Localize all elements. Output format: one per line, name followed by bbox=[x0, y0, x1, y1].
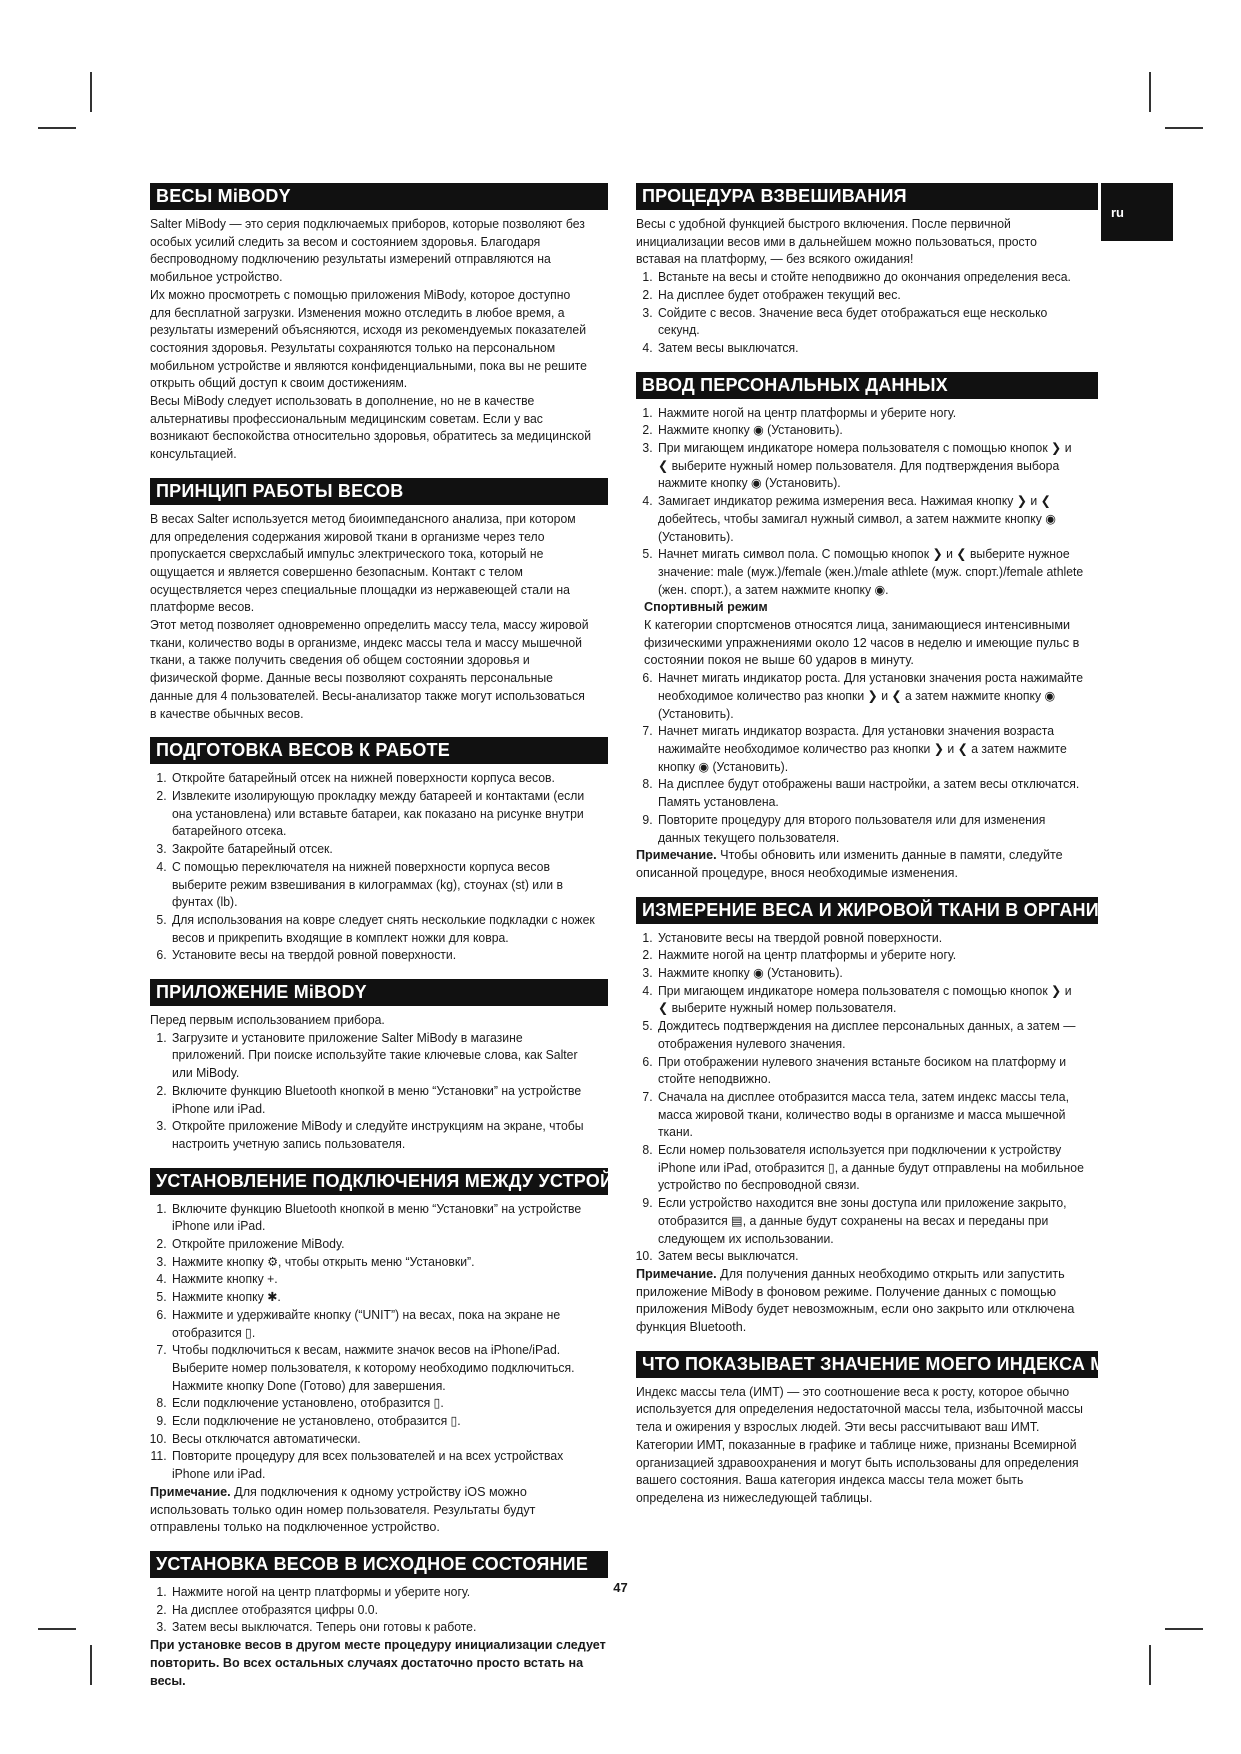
step-item: 2. На дисплее будет отображен текущий вес. bbox=[656, 287, 1085, 305]
step-item: 5. Нажмите кнопку ✱. bbox=[170, 1289, 595, 1307]
step-item: 5. Для использования на ковре следует снять несколькие подкладки с ножек весов и прикрепить входящие в комплект ножки для ковра. bbox=[170, 912, 595, 947]
section-heading: ИЗМЕРЕНИЕ ВЕСА И ЖИРОВОЙ ТКАНИ В ОРГАНИЗМЕ bbox=[636, 897, 1098, 924]
section-body-fat-measurement bbox=[636, 897, 1138, 1337]
section-heading: ЧТО ПОКАЗЫВАЕТ ЗНАЧЕНИЕ МОЕГО ИНДЕКСА МАССЫ ТЕЛА? bbox=[636, 1351, 1098, 1378]
note-label: Примечание. bbox=[150, 1484, 231, 1499]
step-item: 1. Включите функцию Bluetooth кнопкой в меню “Установки” на устройстве iPhone или iPad. bbox=[170, 1201, 595, 1236]
step-item: 9. Если подключение не установлено, отобразится ▯. bbox=[170, 1413, 595, 1431]
note-label: Примечание. bbox=[636, 848, 717, 863]
section-heading: ПРИНЦИП РАБОТЫ ВЕСОВ bbox=[150, 478, 608, 505]
step-item: 2. Извлеките изолирующую прокладку между батареей и контактами (если она установлена) или вставьте батареи, как показано на рисунке внутри батарейного отсека. bbox=[170, 788, 595, 841]
section-heading: УСТАНОВЛЕНИЕ ПОДКЛЮЧЕНИЯ МЕЖДУ УСТРОЙСТВАМИ bbox=[150, 1168, 608, 1195]
step-item: 3. Нажмите кнопку ⚙, чтобы открыть меню “Установки”. bbox=[170, 1254, 595, 1272]
step-item: 3. Затем весы выключатся. Теперь они готовы к работе. bbox=[170, 1619, 595, 1637]
paragraph: Весы с удобной функцией быстрого включения. После первичной инициализации весов ими в дальнейшем можно пользоваться, просто вставая на платформу, — без всякого ожидания! bbox=[636, 217, 1037, 267]
section-weighing-procedure bbox=[636, 183, 1098, 358]
crop-mark bbox=[1149, 1645, 1151, 1685]
step-item: 1. Загрузите и установите приложение Salter MiBody в магазине приложений. При поиске используйте такие ключевые слова, как Salter или MiBody. bbox=[170, 1030, 595, 1083]
crop-mark bbox=[1149, 72, 1151, 112]
step-item: 10. Затем весы выключатся. bbox=[656, 1248, 1085, 1266]
step-item: 3. Нажмите кнопку ◉ (Установить). bbox=[656, 965, 1085, 983]
note-text: Чтобы обновить или изменить данные в памяти, следуйте описанной процедуре, внося необходимые изменения. bbox=[636, 848, 1063, 880]
step-item: 6. Установите весы на твердой ровной поверхности. bbox=[170, 947, 595, 965]
section-reset bbox=[150, 1551, 608, 1690]
page-number: 47 bbox=[613, 1580, 628, 1595]
section-personal-data bbox=[636, 372, 1098, 883]
step-list bbox=[150, 1201, 608, 1484]
step-item: 2. Нажмите кнопку ◉ (Установить). bbox=[656, 422, 1085, 440]
step-item: 2. Откройте приложение MiBody. bbox=[170, 1236, 595, 1254]
section-operating-principle bbox=[150, 478, 608, 723]
step-item: 3. Откройте приложение MiBody и следуйте инструкциям на экране, чтобы настроить учетную запись пользователя. bbox=[170, 1118, 595, 1153]
step-item: 9. Повторите процедуру для второго пользователя или для изменения данных текущего пользователя. bbox=[656, 812, 1085, 847]
step-item: 7. Начнет мигать индикатор возраста. Для установки значения возраста нажимайте необходимое количество раз кнопки ❯ и ❮ а затем нажмите кнопку ◉ (Установить). bbox=[656, 723, 1085, 776]
step-item: 4. При мигающем индикаторе номера пользователя с помощью кнопок ❯ и ❮ выберите нужный номер пользователя. bbox=[656, 983, 1085, 1018]
step-item: 7. Сначала на дисплее отобразится масса тела, затем индекс массы тела, масса жировой ткани, количество воды в организме и масса мышечной ткани. bbox=[656, 1089, 1085, 1142]
note bbox=[636, 847, 1098, 882]
step-item: 2. На дисплее отобразятся цифры 0.0. bbox=[170, 1602, 595, 1620]
step-item: 3. Закройте батарейный отсек. bbox=[170, 841, 595, 859]
note-text: Для подключения к одному устройству iOS можно использовать только один номер пользователя. Результаты будут отправлены только на подключенное устройство. bbox=[150, 1484, 536, 1535]
section-heading: УСТАНОВКА ВЕСОВ В ИСХОДНОЕ СОСТОЯНИЕ bbox=[150, 1551, 608, 1578]
paragraph: Индекс массы тела (ИМТ) — это соотношение веса к росту, которое обычно используется для определения недостаточной массы тела, избыточной массы тела и ожирения у взрослых людей. Эти весы рассчитывают ваш ИМТ. Категории ИМТ, показанные в графике и таблице ниже, признаны Всемирной организацией здравоохранения и могут быть использованы для определения вашего состояния. Ваша категория индекса массы тела может быть определена из нижеследующей таблицы. bbox=[636, 1384, 1083, 1505]
section-bmi bbox=[636, 1351, 1229, 1508]
step-item: 9. Если устройство находится вне зоны доступа или приложение закрыто, отобразится ▤, а данные будут сохранены на весах и переданы при следующем их использовании. bbox=[656, 1195, 1085, 1248]
paragraph: Весы MiBody следует использовать в дополнение, но не в качестве альтернативы профессиональным медицинским советам. Если у вас возникают беспокойства относительно здоровья, обратитесь за медицинской консультацией. bbox=[150, 394, 592, 462]
step-item: 8. Если номер пользователя используется при подключении к устройству iPhone или iPad, отобразится ▯, а данные будут отправлены на мобильное устройство по беспроводной связи. bbox=[656, 1142, 1085, 1195]
paragraph: Перед первым использованием прибора. bbox=[150, 1013, 385, 1028]
step-list bbox=[636, 269, 1098, 358]
paragraph: Этот метод позволяет одновременно определить массу тела, массу жировой ткани, количество воды в организме, индекс массы тела и массу мышечной ткани, а также получить сведения об общем состоянии здоровья и физической форме. Данные весы позволяют сохранять персональные данные для 4 пользователей. Весы-анализатор также могут использоваться в качестве обычных весов. bbox=[150, 618, 589, 721]
step-list bbox=[636, 405, 1098, 600]
crop-mark bbox=[38, 1628, 76, 1630]
step-item: 3. При мигающем индикаторе номера пользователя с помощью кнопок ❯ и ❮ выберите нужный номер пользователя. Для подтверждения выбора нажмите кнопку ◉ (Установить). bbox=[656, 440, 1085, 493]
section-connection bbox=[150, 1168, 691, 1537]
note bbox=[636, 1266, 1098, 1337]
step-list bbox=[150, 1030, 608, 1154]
section-heading: ВЕСЫ MiBODY bbox=[150, 183, 608, 210]
sub-heading: Спортивный режим bbox=[644, 600, 768, 615]
step-item: 6. При отображении нулевого значения встаньте босиком на платформу и стойте неподвижно. bbox=[656, 1054, 1085, 1089]
bold-note: При установке весов в другом месте процедуру инициализации следует повторить. Во всех остальных случаях достаточно просто встать на весы. bbox=[150, 1638, 606, 1688]
section-preparation bbox=[150, 737, 608, 965]
step-item: 8. Если подключение установлено, отобразится ▯. bbox=[170, 1395, 595, 1413]
paragraph: В весах Salter используется метод биоимпедансного анализа, при котором для определения содержания жировой ткани в организме через тело пропускается сверхслабый импульс электрического тока, который не ощущается и является совершенно безопасным. Контакт с телом осуществляется через специальные площадки из нержавеющей стали на платформе весов. bbox=[150, 511, 576, 615]
section-mibody-app bbox=[150, 979, 608, 1154]
section-mibody-scales bbox=[150, 183, 608, 464]
step-item: 3. Сойдите с весов. Значение веса будет отображаться еще несколько секунд. bbox=[656, 305, 1085, 340]
crop-mark bbox=[1165, 1628, 1203, 1630]
section-heading: ВВОД ПЕРСОНАЛЬНЫХ ДАННЫХ bbox=[636, 372, 1098, 399]
step-item: 4. Затем весы выключатся. bbox=[656, 340, 1085, 358]
step-item: 4. С помощью переключателя на нижней поверхности корпуса весов выберите режим взвешивания в килограммах (kg), стоунах (st) или в фунтах (lb). bbox=[170, 859, 595, 912]
step-item: 8. На дисплее будут отображены ваши настройки, а затем весы отключатся. Память установлена. bbox=[656, 776, 1085, 811]
step-item: 2. Нажмите ногой на центр платформы и уберите ногу. bbox=[656, 947, 1085, 965]
note bbox=[150, 1484, 608, 1537]
crop-mark bbox=[90, 72, 92, 112]
step-item: 4. Замигает индикатор режима измерения веса. Нажимая кнопку ❯ и ❮ добейтесь, чтобы замигал нужный символ, а затем нажмите кнопку ◉ (Установить). bbox=[656, 493, 1085, 546]
step-list bbox=[636, 670, 1098, 847]
language-tab bbox=[1101, 183, 1173, 241]
note-label: Примечание. bbox=[636, 1266, 717, 1281]
step-item: 11. Повторите процедуру для всех пользователей и на всех устройствах iPhone или iPad. bbox=[170, 1448, 595, 1483]
paragraph: Salter MiBody — это серия подключаемых приборов, которые позволяют без особых усилий следить за весом и состоянием здоровья. Благодаря беспроводному подключению результаты измерений отправляются на мобильное устройство. bbox=[150, 217, 585, 285]
sub-text: К категории спортсменов относятся лица, занимающиеся интенсивными физическими упражнениями около 12 часов в неделю и имеющие пульс в состоянии покоя не выше 60 ударов в минуту. bbox=[644, 618, 1080, 668]
section-heading: ПОДГОТОВКА ВЕСОВ К РАБОТЕ bbox=[150, 737, 608, 764]
step-list bbox=[150, 770, 608, 965]
step-list bbox=[636, 930, 1098, 1266]
step-item: 1. Откройте батарейный отсек на нижней поверхности корпуса весов. bbox=[170, 770, 595, 788]
note-text: Для получения данных необходимо открыть или запустить приложение MiBody в фоновом режиме. Получение данных с помощью приложения MiBody будет невозможным, если оно закрыто или отключена функция Bluetooth. bbox=[636, 1266, 1075, 1335]
step-item: 10. Весы отключатся автоматически. bbox=[170, 1431, 595, 1449]
step-item: 6. Нажмите и удерживайте кнопку (“UNIT”) на весах, пока на экране не отобразится ▯. bbox=[170, 1307, 595, 1342]
step-item: 1. Встаньте на весы и стойте неподвижно до окончания определения веса. bbox=[656, 269, 1085, 287]
step-item: 5. Начнет мигать символ пола. С помощью кнопок ❯ и ❮ выберите нужное значение: male (муж.)/female (жен.)/male athlete (муж. спорт.)/female athlete (жен. спорт.), а затем нажмите кнопку ◉. bbox=[656, 546, 1085, 599]
step-item: 4. Нажмите кнопку +. bbox=[170, 1271, 595, 1289]
step-item: 5. Дождитесь подтверждения на дисплее персональных данных, а затем — отображения нулевого значения. bbox=[656, 1018, 1085, 1053]
step-item: 1. Установите весы на твердой ровной поверхности. bbox=[656, 930, 1085, 948]
crop-mark bbox=[1165, 127, 1203, 129]
step-item: 1. Нажмите ногой на центр платформы и уберите ногу. bbox=[170, 1584, 595, 1602]
step-item: 6. Начнет мигать индикатор роста. Для установки значения роста нажимайте необходимое количество раз кнопки ❯ и ❮ а затем нажмите кнопку ◉ (Установить). bbox=[656, 670, 1085, 723]
step-item: 2. Включите функцию Bluetooth кнопкой в меню “Установки” на устройстве iPhone или iPad. bbox=[170, 1083, 595, 1118]
section-heading: ПРИЛОЖЕНИЕ MiBODY bbox=[150, 979, 608, 1006]
crop-mark bbox=[90, 1645, 92, 1685]
language-tab-label: ru bbox=[1111, 205, 1124, 220]
paragraph: Их можно просмотреть с помощью приложения MiBody, которое доступно для бесплатной загрузки. Изменения можно отследить в любое время, а результаты измерений объясняются, исходя из рекомендуемых показателей состояния здоровья. Результаты сохраняются только на персональном мобильном устройстве и являются конфиденциальными, пока вы не решите открыть общий доступ к своим достижениям. bbox=[150, 287, 587, 391]
section-heading: ПРОЦЕДУРА ВЗВЕШИВАНИЯ bbox=[636, 183, 1098, 210]
step-item: 1. Нажмите ногой на центр платформы и уберите ногу. bbox=[656, 405, 1085, 423]
crop-mark bbox=[38, 127, 76, 129]
step-item: 7. Чтобы подключиться к весам, нажмите значок весов на iPhone/iPad. Выберите номер пользователя, к которому необходимо подключиться. Нажмите кнопку Done (Готово) для завершения. bbox=[170, 1342, 595, 1395]
